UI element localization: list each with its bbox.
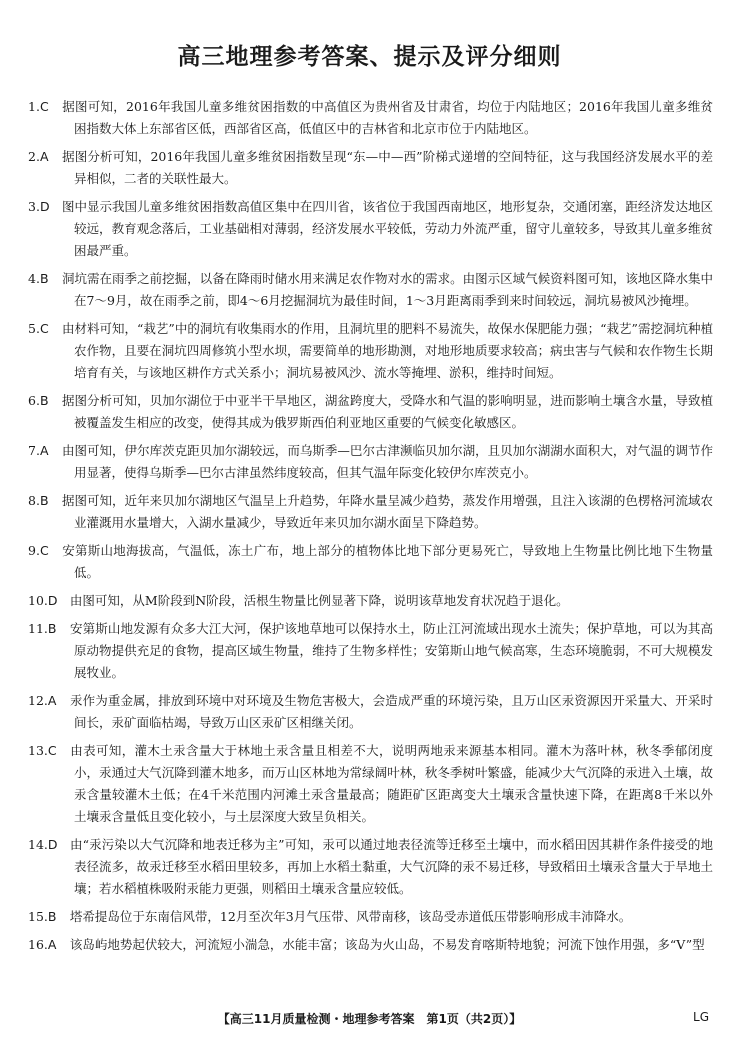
- answer-item: [28, 618, 713, 684]
- answer-number: 3.: [28, 199, 40, 214]
- answer-explanation: 由材料可知，“栽艺”中的洞坑有收集雨水的作用，且洞坑里的肥料不易流失，故保水保肥能力强；“栽艺”需挖洞坑种植农作物，且要在洞坑四周修筑小型水坝，需要简单的地形勘测，对地形地质要求较高；病虫害与气候和农作物生长期培育有关，与该地区耕作方式关系小；洞坑易被风沙、流水等掩埋、淤积，维持时间短。: [61, 321, 713, 380]
- answer-explanation: 洞坑需在雨季之前挖掘，以备在降雨时储水用来满足农作物对水的需求。由图示区域气候资料图可知，该地区降水集中在7～9月，故在雨季之前，即4～6月挖掘洞坑为最佳时间，1～3月距离雨季到来时间较远，洞坑易被风沙掩埋。: [61, 271, 713, 308]
- answer-explanation: 据图可知，近年来贝加尔湖地区气温呈上升趋势，年降水量呈减少趋势，蒸发作用增强，且注入该湖的色楞格河流域农业灌溉用水量增大，入湖水量减少，导致近年来贝加尔湖水面呈下降趋势。: [61, 493, 713, 530]
- answer-item: [28, 146, 713, 190]
- answer-number: 13.: [28, 743, 48, 758]
- answer-choice: B: [47, 621, 57, 636]
- answer-number: 14.: [28, 837, 48, 852]
- answer-choice: A: [39, 149, 49, 164]
- answer-explanation: 据图分析可知，2016年我国儿童多维贫困指数呈现“东—中—西”阶梯式递增的空间特征，这与我国经济发展水平的差异相似，二者的关联性最大。: [61, 149, 713, 186]
- answer-choice: B: [39, 493, 49, 508]
- answer-explanation: 由表可知，灌木土汞含量大于林地土汞含量且相差不大，说明两地汞来源基本相同。灌木为落叶林，秋冬季郁闭度小，汞通过大气沉降到灌木地多，而万山区林地为常绿阔叶林，秋冬季树叶繁盛，能减少大气沉降的汞进入土壤，故汞含量较灌木土低；在4千米范围内河滩土汞含量最高；随距矿区距离变大土壤汞含量快速下降，在距离8千米以外土壤汞含量低且变化较小，与土层深度大致呈负相关。: [69, 743, 713, 824]
- answer-explanation: 该岛屿地势起伏较大，河流短小湍急，水能丰富；该岛为火山岛，不易发育喀斯特地貌；河流下蚀作用强，多“V”型: [69, 937, 705, 952]
- answer-item: [28, 740, 713, 828]
- answer-explanation: 汞作为重金属，排放到环境中对环境及生物危害极大，会造成严重的环境污染，且万山区汞资源因开采量大、开采时间长，汞矿面临枯竭，导致万山区汞矿区相继关闭。: [69, 693, 713, 730]
- answer-item: [28, 540, 713, 584]
- page-title: 高三地理参考答案、提示及评分细则: [177, 44, 562, 70]
- answer-choice: A: [47, 937, 57, 952]
- answer-number: 12.: [28, 693, 48, 708]
- answer-choice: D: [39, 199, 50, 214]
- answer-number: 15.: [28, 909, 48, 924]
- answer-item: [28, 690, 713, 734]
- answer-explanation: 安第斯山地发源有众多大江大河，保护该地草地可以保持水土，防止江河流域出现水土流失；保护草地，可以为其高原动物提供充足的食物，提高区域生物量，维持了生物多样性；安第斯山地气候高寒，生态环境脆弱，不可大规模发展牧业。: [69, 621, 713, 680]
- answer-choice: C: [39, 99, 49, 114]
- answer-choice: C: [39, 321, 49, 336]
- answer-item: [28, 590, 713, 612]
- answer-explanation: 据图可知，2016年我国儿童多维贫困指数的中高值区为贵州省及甘肃省，均位于内陆地区；2016年我国儿童多维贫困指数大体上东部省区低，西部省区高，低值区中的吉林省和北京市位于内陆地区。: [61, 99, 713, 136]
- answer-choice: C: [39, 543, 49, 558]
- answer-item: [28, 440, 713, 484]
- answer-explanation: 图中显示我国儿童多维贫困指数高值区集中在四川省，该省位于我国西南地区，地形复杂，交通闭塞，距经济发达地区较远，教育观念落后，工业基础相对薄弱，经济发展水平较低，劳动力外流严重，留守儿童较多，导致其儿童多维贫困最严重。: [61, 199, 713, 258]
- answer-choice: D: [47, 837, 58, 852]
- answer-choice: B: [39, 393, 49, 408]
- answer-choice: A: [47, 693, 57, 708]
- page-footer: 【高三11月质量检测・地理参考答案 第1页（共2页）】: [217, 1012, 522, 1026]
- answer-list: [28, 96, 713, 962]
- answer-explanation: 由图可知，伊尔库茨克距贝加尔湖较远，而乌斯季—巴尔古津濒临贝加尔湖，且贝加尔湖湖水面积大，对气温的调节作用显著，使得乌斯季—巴尔古津虽然纬度较高，但其气温年际变化较伊尔库茨克小。: [61, 443, 713, 480]
- answer-explanation: 塔希提岛位于东南信风带，12月至次年3月气压带、风带南移，该岛受赤道低压带影响形成丰沛降水。: [69, 909, 632, 924]
- answer-number: 11.: [28, 621, 48, 636]
- answer-item: [28, 390, 713, 434]
- answer-number: 2.: [28, 149, 40, 164]
- answer-explanation: 安第斯山地海拔高，气温低，冻土广布，地上部分的植物体比地下部分更易死亡，导致地上生物量比例比地下生物量低。: [61, 543, 713, 580]
- answer-choice: D: [47, 593, 58, 608]
- answer-number: 7.: [28, 443, 40, 458]
- answer-number: 8.: [28, 493, 40, 508]
- answer-number: 16.: [28, 937, 48, 952]
- answer-explanation: 据图分析可知，贝加尔湖位于中亚半干旱地区，湖盆跨度大，受降水和气温的影响明显，进而影响土壤含水量，导致植被覆盖发生相应的改变，使得其成为俄罗斯西伯利亚地区重要的气候变化敏感区。: [61, 393, 713, 430]
- answer-explanation: 由图可知，从M阶段到N阶段，活根生物量比例显著下降，说明该草地发育状况趋于退化。: [69, 593, 569, 608]
- footer-code: LG: [693, 1010, 709, 1024]
- answer-number: 9.: [28, 543, 40, 558]
- answer-item: [28, 268, 713, 312]
- answer-choice: B: [47, 909, 57, 924]
- answer-choice: B: [39, 271, 49, 286]
- answer-number: 10.: [28, 593, 48, 608]
- answer-explanation: 由“汞污染以大气沉降和地表迁移为主”可知，汞可以通过地表径流等迁移至土壤中，而水稻田因其耕作条件接受的地表径流多，故汞迁移至水稻田里较多，再加上水稻土黏重，大气沉降的汞不易迁移，导致稻田土壤汞含量大于旱地土壤；若水稻植株吸附汞能力更强，则稻田土壤汞含量应较低。: [69, 837, 713, 896]
- answer-item: [28, 96, 713, 140]
- answer-number: 4.: [28, 271, 40, 286]
- answer-number: 1.: [28, 99, 40, 114]
- answer-item: [28, 906, 713, 928]
- answer-item: [28, 834, 713, 900]
- answer-item: [28, 196, 713, 262]
- answer-item: [28, 934, 713, 956]
- answer-item: [28, 318, 713, 384]
- answer-choice: A: [39, 443, 49, 458]
- answer-item: [28, 490, 713, 534]
- answer-number: 6.: [28, 393, 40, 408]
- answer-number: 5.: [28, 321, 40, 336]
- answer-choice: C: [47, 743, 57, 758]
